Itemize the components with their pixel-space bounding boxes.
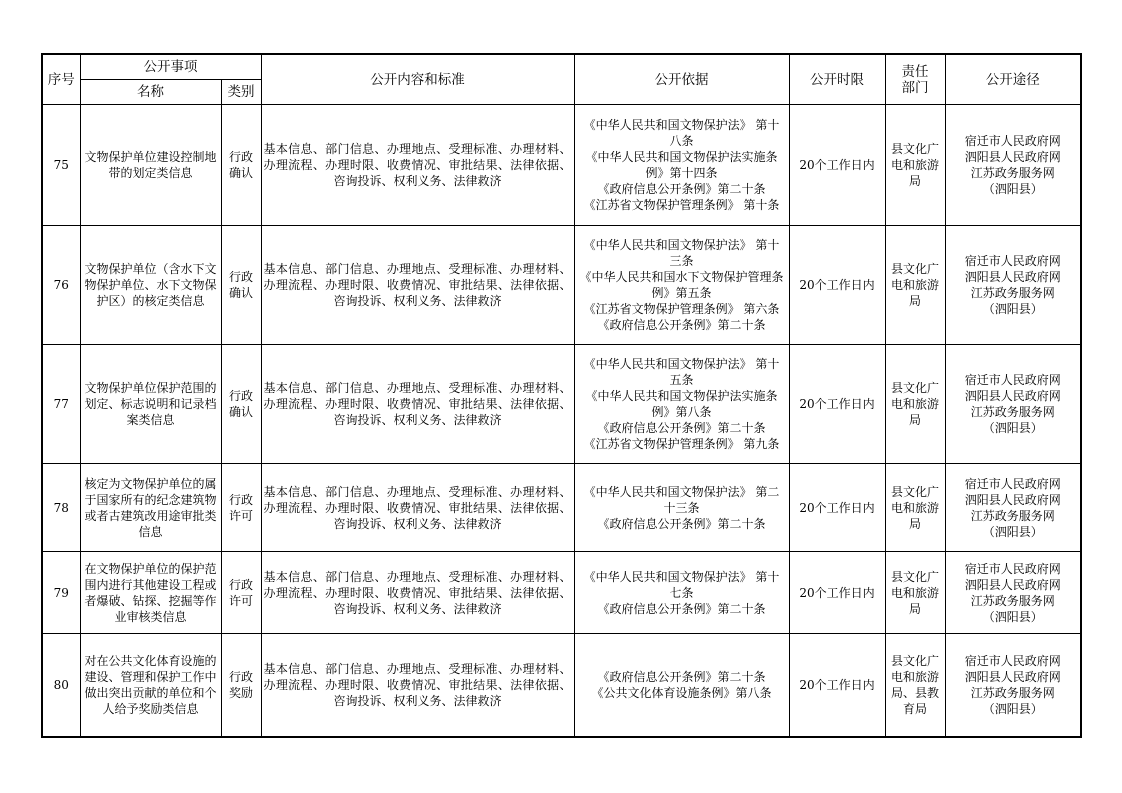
basis-line: 《中华人民共和国文物保护法》 第十五条 <box>583 357 780 387</box>
table-row <box>42 464 1081 552</box>
basis-line: 《中华人民共和国文物保护法实施条例》第十四条 <box>585 150 778 180</box>
channel-line: 泗阳县人民政府网 <box>964 492 1061 507</box>
basis-line: 《中华人民共和国文物保护法》 第十八条 <box>583 118 780 148</box>
basis-line: 《政府信息公开条例》第二十条 <box>597 601 766 616</box>
basis-line: 《江苏省文物保护管理条例》 第十条 <box>583 198 780 212</box>
channel-line: 宿迁市人民政府网 <box>964 254 1061 268</box>
channel-line: 江苏政务服务网 <box>970 405 1055 419</box>
channel-line: 江苏政务服务网 <box>970 166 1055 180</box>
channel-line: （泗阳县） <box>982 421 1043 435</box>
header-name: 名称 <box>80 80 221 105</box>
row-time: 20个工作日内 <box>789 345 885 464</box>
row-basis <box>574 464 789 552</box>
row-time: 20个工作日内 <box>789 464 885 552</box>
channel-line: 江苏政务服务网 <box>970 593 1055 608</box>
channel-line: 泗阳县人民政府网 <box>964 389 1061 403</box>
basis-line: 《政府信息公开条例》第二十条 <box>597 318 766 332</box>
row-seq: 80 <box>42 634 80 737</box>
row-basis <box>574 345 789 464</box>
row-category: 行政许可 <box>221 552 261 634</box>
row-seq: 77 <box>42 345 80 464</box>
basis-line: 《政府信息公开条例》第二十条 <box>597 669 766 684</box>
channel-line: （泗阳县） <box>982 182 1043 196</box>
row-dept: 县文化广电和旅游局 <box>885 105 945 226</box>
channel-line: 泗阳县人民政府网 <box>964 577 1061 592</box>
row-category: 行政确认 <box>221 105 261 226</box>
row-time: 20个工作日内 <box>789 105 885 226</box>
row-name: 文物保护单位保护范围的划定、标志说明和记录档案类信息 <box>80 345 221 464</box>
table-body <box>42 105 1081 737</box>
row-category: 行政确认 <box>221 226 261 345</box>
header-dept <box>885 54 945 105</box>
row-name: 文物保护单位建设控制地带的划定类信息 <box>80 105 221 226</box>
basis-line: 《中华人民共和国文物保护法实施条例》第八条 <box>585 389 778 419</box>
table-row <box>42 552 1081 634</box>
row-name: 对在公共文化体育设施的建设、管理和保护工作中做出突出贡献的单位和个人给予奖励类信息 <box>80 634 221 737</box>
row-category: 行政奖励 <box>221 634 261 737</box>
basis-line: 《政府信息公开条例》第二十条 <box>597 516 766 531</box>
row-dept: 县文化广电和旅游局、县教育局 <box>885 634 945 737</box>
row-seq: 78 <box>42 464 80 552</box>
channel-line: 江苏政务服务网 <box>970 685 1055 700</box>
row-channel <box>945 105 1081 226</box>
header-item: 公开事项 <box>80 54 261 80</box>
row-dept: 县文化广电和旅游局 <box>885 552 945 634</box>
basis-line: 《公共文化体育设施条例》第八条 <box>591 685 772 700</box>
channel-line: （泗阳县） <box>982 609 1043 624</box>
row-dept: 县文化广电和旅游局 <box>885 226 945 345</box>
row-channel <box>945 552 1081 634</box>
row-content: 基本信息、部门信息、办理地点、受理标准、办理材料、办理流程、办理时限、收费情况、审批结果、法律依据、咨询投诉、权利义务、法律救济 <box>261 464 574 552</box>
row-content: 基本信息、部门信息、办理地点、受理标准、办理材料、办理流程、办理时限、收费情况、审批结果、法律依据、咨询投诉、权利义务、法律救济 <box>261 345 574 464</box>
channel-line: 宿迁市人民政府网 <box>964 476 1061 491</box>
row-seq: 75 <box>42 105 80 226</box>
channel-line: 宿迁市人民政府网 <box>964 134 1061 148</box>
basis-line: 《中华人民共和国文物保护法》 第十七条 <box>583 569 780 600</box>
row-content: 基本信息、部门信息、办理地点、受理标准、办理材料、办理流程、办理时限、收费情况、审批结果、法律依据、咨询投诉、权利义务、法律救济 <box>261 105 574 226</box>
row-basis <box>574 634 789 737</box>
row-time: 20个工作日内 <box>789 634 885 737</box>
row-seq: 76 <box>42 226 80 345</box>
row-content: 基本信息、部门信息、办理地点、受理标准、办理材料、办理流程、办理时限、收费情况、审批结果、法律依据、咨询投诉、权利义务、法律救济 <box>261 552 574 634</box>
row-content: 基本信息、部门信息、办理地点、受理标准、办理材料、办理流程、办理时限、收费情况、审批结果、法律依据、咨询投诉、权利义务、法律救济 <box>261 226 574 345</box>
basis-line: 《江苏省文物保护管理条例》 第九条 <box>583 437 780 451</box>
channel-line: （泗阳县） <box>982 524 1043 539</box>
table-row <box>42 226 1081 345</box>
channel-line: 泗阳县人民政府网 <box>964 270 1061 284</box>
channel-line: 宿迁市人民政府网 <box>964 653 1061 668</box>
row-time: 20个工作日内 <box>789 552 885 634</box>
table-row <box>42 634 1081 737</box>
header-content: 公开内容和标准 <box>261 54 574 105</box>
basis-line: 《政府信息公开条例》第二十条 <box>597 182 766 196</box>
basis-line: 《中华人民共和国文物保护法》 第十三条 <box>583 238 780 268</box>
row-channel <box>945 464 1081 552</box>
row-time: 20个工作日内 <box>789 226 885 345</box>
channel-line: 宿迁市人民政府网 <box>964 561 1061 576</box>
channel-line: 宿迁市人民政府网 <box>964 373 1061 387</box>
header-channel: 公开途径 <box>945 54 1081 105</box>
header-time: 公开时限 <box>789 54 885 105</box>
channel-line: 泗阳县人民政府网 <box>964 150 1061 164</box>
table-header <box>42 54 1081 105</box>
row-seq: 79 <box>42 552 80 634</box>
row-channel <box>945 634 1081 737</box>
row-content: 基本信息、部门信息、办理地点、受理标准、办理材料、办理流程、办理时限、收费情况、审批结果、法律依据、咨询投诉、权利义务、法律救济 <box>261 634 574 737</box>
channel-line: 泗阳县人民政府网 <box>964 669 1061 684</box>
basis-line: 《政府信息公开条例》第二十条 <box>597 421 766 435</box>
row-dept: 县文化广电和旅游局 <box>885 464 945 552</box>
row-channel <box>945 345 1081 464</box>
basis-line: 《中华人民共和国文物保护法》 第二十三条 <box>583 484 780 515</box>
row-basis <box>574 226 789 345</box>
row-category: 行政许可 <box>221 464 261 552</box>
row-channel <box>945 226 1081 345</box>
table-row <box>42 345 1081 464</box>
header-basis: 公开依据 <box>574 54 789 105</box>
channel-line: 江苏政务服务网 <box>970 286 1055 300</box>
header-dept-label: 责任部门 <box>901 63 929 96</box>
channel-line: 江苏政务服务网 <box>970 508 1055 523</box>
header-seq: 序号 <box>42 54 80 105</box>
basis-line: 《中华人民共和国水下文物保护管理条例》第五条 <box>579 270 784 300</box>
row-name: 在文物保护单位的保护范围内进行其他建设工程或者爆破、钻探、挖掘等作业审核类信息 <box>80 552 221 634</box>
row-name: 文物保护单位（含水下文物保护单位、水下文物保护区）的核定类信息 <box>80 226 221 345</box>
channel-line: （泗阳县） <box>982 302 1043 316</box>
channel-line: （泗阳县） <box>982 701 1043 716</box>
basis-line: 《江苏省文物保护管理条例》 第六条 <box>583 302 780 316</box>
row-basis <box>574 552 789 634</box>
disclosure-table <box>41 53 1082 738</box>
row-name: 核定为文物保护单位的属于国家所有的纪念建筑物或者古建筑改用途审批类信息 <box>80 464 221 552</box>
table-row <box>42 105 1081 226</box>
row-category: 行政确认 <box>221 345 261 464</box>
row-dept: 县文化广电和旅游局 <box>885 345 945 464</box>
header-category: 类别 <box>221 80 261 105</box>
row-basis <box>574 105 789 226</box>
